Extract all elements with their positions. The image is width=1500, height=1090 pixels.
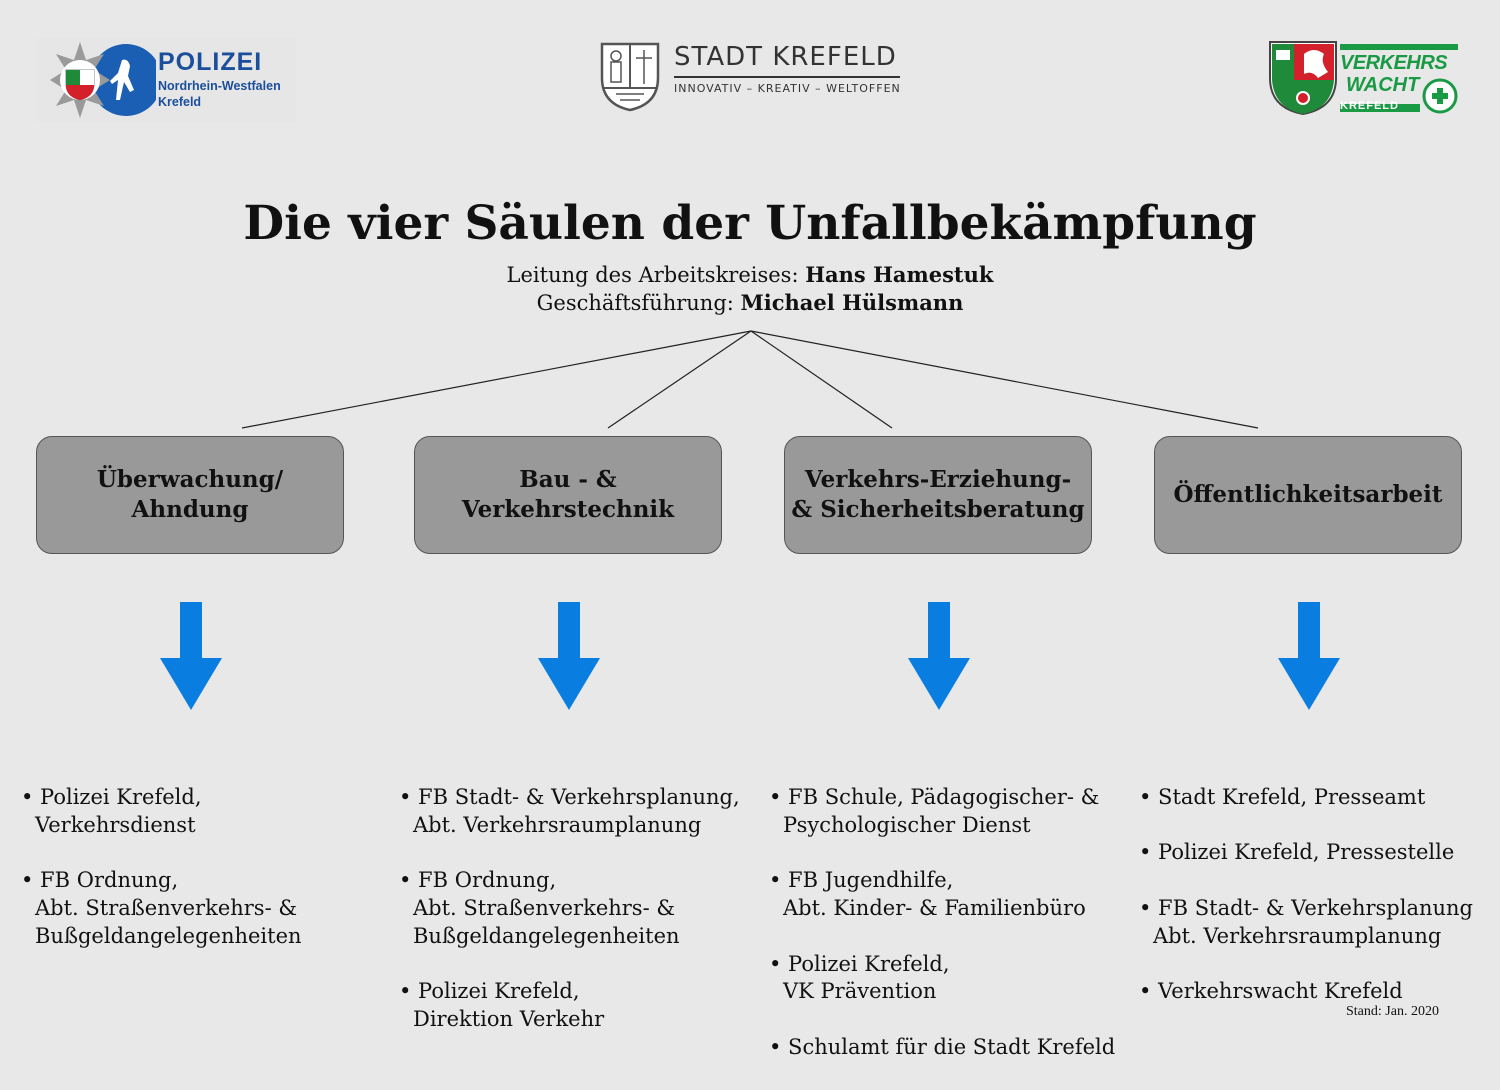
stadt-name: STADT KREFELD: [674, 42, 897, 72]
geschaeftsfuehrung-label: Geschäftsführung:: [536, 291, 741, 315]
list-item: • Polizei Krefeld, VK Prävention: [769, 951, 950, 1004]
pillar-oeffentlichkeitsarbeit: Öffentlichkeitsarbeit: [1154, 436, 1462, 554]
list-verkehrserziehung: [769, 756, 1115, 1090]
list-item: • FB Jugendhilfe, Abt. Kinder- & Familienbüro: [769, 868, 1086, 920]
arrow-down-icon: [908, 602, 970, 710]
connector-line: [751, 331, 1258, 428]
list-item: • FB Ordnung, Abt. Straßenverkehrs- & Bußgeldangelegenheiten: [21, 868, 302, 948]
polizei-subtitle: Nordrhein-Westfalen: [158, 79, 281, 93]
connector-line: [751, 331, 892, 428]
leitung-name: Hans Hamestuk: [805, 262, 994, 287]
list-bau-verkehrstechnik: [399, 756, 740, 1062]
list-item: • Schulamt für die Stadt Krefeld: [769, 1034, 1116, 1059]
polizei-title: POLIZEI: [158, 48, 263, 76]
list-item: • FB Stadt- & Verkehrsplanung Abt. Verkehrsraumplanung: [1139, 895, 1474, 948]
list-oeffentlichkeitsarbeit: [1139, 756, 1473, 1034]
leitung-label: Leitung des Arbeitskreises:: [506, 263, 806, 287]
list-item: • FB Ordnung, Abt. Straßenverkehrs- & Bußgeldangelegenheiten: [399, 868, 680, 948]
connector-line: [608, 331, 751, 428]
list-item: • FB Stadt- & Verkehrsplanung, Abt. Verkehrsraumplanung: [399, 784, 740, 837]
arrow-down-icon: [1278, 602, 1340, 710]
verkehrswacht-line3: KREFELD: [1340, 100, 1399, 112]
pillar-verkehrserziehung: Verkehrs-Erziehung- & Sicherheitsberatung: [784, 436, 1092, 554]
verkehrswacht-line2: WACHT: [1346, 74, 1420, 96]
pillar-bau-verkehrstechnik: Bau - & Verkehrstechnik: [414, 436, 722, 554]
list-item: • Polizei Krefeld, Pressestelle: [1139, 840, 1455, 865]
list-item: • Stadt Krefeld, Presseamt: [1139, 784, 1426, 809]
stand-date: Stand: Jan. 2020: [1346, 1004, 1439, 1019]
list-item: • Polizei Krefeld, Verkehrsdienst: [21, 784, 202, 837]
page-title: Die vier Säulen der Unfallbekämpfung: [243, 196, 1257, 251]
polizei-city: Krefeld: [158, 95, 202, 109]
list-item: • FB Schule, Pädagogischer- & Psychologischer Dienst: [769, 784, 1100, 837]
list-ueberwachung: [21, 756, 302, 978]
stadt-tagline: INNOVATIV – KREATIV – WELTOFFEN: [674, 82, 901, 95]
list-item: • Polizei Krefeld, Direktion Verkehr: [399, 979, 605, 1032]
connector-line: [242, 331, 751, 428]
arrow-down-icon: [538, 602, 600, 710]
arrow-down-icon: [160, 602, 222, 710]
list-item: • Verkehrswacht Krefeld: [1139, 979, 1403, 1004]
geschaeftsfuehrung-name: Michael Hülsmann: [740, 290, 964, 315]
pillar-ueberwachung: Überwachung/ Ahndung: [36, 436, 344, 554]
verkehrswacht-line1: VERKEHRS: [1340, 52, 1448, 74]
